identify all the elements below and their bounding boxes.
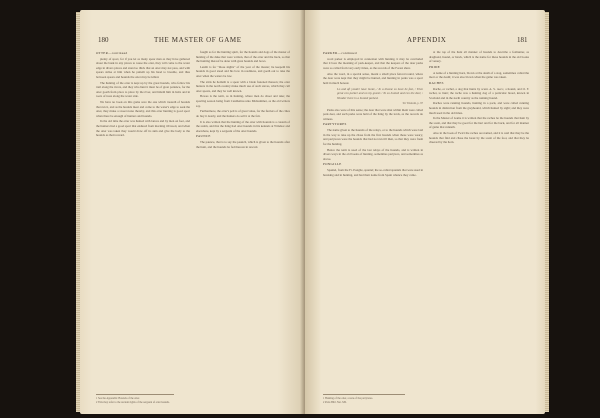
footnote: 2 Paris Bibl. Nat. MS.	[323, 401, 347, 405]
footnote: 1 See the Appendix: Hounds of the otter.	[96, 396, 140, 400]
right-page	[305, 10, 545, 414]
footnote-rule	[323, 394, 405, 395]
paragraph: Parks also were of this sense; the deer that were shut within them were called park deer, and such parks were held of the King by the lords, as the records do witness.	[323, 107, 423, 121]
footnotes	[323, 392, 529, 406]
left-page	[80, 10, 305, 414]
paragraph: A name of a hunting horn, blown at the death of a stag, sometimes called the mort or the death; it was also blown when the game was taken.	[429, 70, 529, 80]
paragraph: The paunce, that is to say the paunch, which is given to the hounds after the hunt, and the hounds be fed thereon in reward.	[196, 140, 290, 149]
running-head: APPENDIX	[407, 36, 447, 44]
paragraph: Hence the term is used of the last relays of the hounds, and is written in divers ways in the old books of hunting, sometimes partytors, and sometimes as above.	[323, 147, 423, 161]
paragraph: Spaniel, from the Fr. Pongile, spaniel; the so-called spaniels that were used in hawking and in hunting, and had their name from Spain whence they came.	[323, 168, 423, 177]
running-head: THE MASTER OF GAME	[154, 36, 242, 44]
paragraph: Lendit is for "those nights" of the year of the master; he keepeth his hounds in good stead and his bow in readiness, and goeth out to take the otter when the waters be low.	[196, 64, 290, 78]
text-column-left	[96, 50, 190, 390]
section-heading: PARTYTORES	[323, 122, 347, 127]
page-number: 180	[98, 36, 109, 44]
paragraph: We have no book on this game save the one which treateth of hounds that run it, and as the hounds meet and come to the water's edge to seek the otter, they make a sweet noise thereby, and this otter hunting is good sport when there be enough of hunters and hounds.	[96, 100, 190, 118]
citation: Sir Tristrem, p. 97	[402, 101, 423, 105]
footnote: 2 This may refer to the ancient rights of the sergeant of otter hounds.	[96, 401, 170, 405]
right-page-edges	[545, 12, 549, 412]
paragraph: The hunting of the otter is kept up by the great hounds, who follow his trail along the rivers, and they who hunt it must be of great patience, for the otter goeth from place to place by the river, and hideth him in holts and in roots of trees along the water side.	[96, 80, 190, 99]
footnote-rule	[96, 394, 174, 395]
section-heading: PRIDE	[429, 64, 441, 69]
footnotes	[96, 392, 290, 406]
paragraph: word parker is employed in connexion with hunting, it may be concluded that it bore the meaning of park-keeper, and that the keepers of the deer parks were so called from very early times, as the records of the Forest shew.	[323, 56, 423, 70]
paragraph: at the top of the hunt all manner of hounds to describe a foxhunter, as draghond, hound, or hawk, which is the name for these hounds in the old books of venery.	[429, 50, 529, 64]
paragraph: Raches were running hounds, hunting in a pack, and were called running hounds in distinction from the greyhound, which hunted by sight; and they were much used in the old times.	[429, 101, 529, 115]
paragraph: The stick he holdeth is a spear with a blade fastened thereon; the otter hunters in the north country make much use of such staves, which they call otter spears, and they be well known.	[196, 79, 290, 93]
page-number: 181	[517, 36, 528, 44]
verse-quote: Lo and aft yonder lawe hunte, / In a theane so have be fast, / Then great con parker and on my guests / To so hunted and run the deer, / Wooder there in a bunted parked.	[337, 86, 423, 100]
section-heading: PAUNCE	[196, 134, 211, 139]
footnote: 1 Hunting of the otter, a note of the partytores.	[323, 396, 373, 400]
paragraph: Also the word, in a special sense, meant a small place fenced round, where the deer were kept that they might be hunted, and hunting in parks was a sport held in much honour.	[323, 71, 423, 85]
paragraph: Also in the book of Twici the raches are named, and it is said that they be the hounds that find and chase the beast by the scent of the foot, and that they be cheered by the horn.	[429, 131, 529, 145]
paragraph: plenty of sport, for if you let as many spear men as they have gathered about the bank in any places to rouse the otter, they will come to the water edge in divers places and stand so thick that an otter may not pass, and with spears strike at him when he putteth up his head to breathe, and thus between spears and hounds the otter may be killed.	[96, 56, 190, 79]
paragraph: Rache, or rachel, a dog that hunts by scent. A. S. raecc, a hound, and O. F. racher, to hunt; the rache was a hunting dog of a particular breed, known in Scotland and in the north country as the running hound.	[429, 86, 529, 100]
paragraph: Bowes is the term, as in hunting, where men do shoot and take; the sporting season being from Candlemas unto Midsummer, as the old writers say.	[196, 94, 290, 108]
text-column-left	[323, 50, 423, 390]
text-column-right	[196, 50, 290, 390]
paragraph: In the Master of Game it is written that the raches be the hounds that hunt by the scent, and that they be good for the hart and for the buck, and for all manner of game that runneth.	[429, 116, 529, 130]
section-heading: RACHES	[429, 80, 444, 85]
paragraph: fought as for the hunting spirit, for the hounds and dogs of the master of hunting of the duke that were written, that of the otter and the buck, so that the hunting thereof be done with great hounds and bows.	[196, 50, 290, 64]
section-heading: PARKER—continued	[323, 51, 357, 55]
paragraph: In the old time the otter was hunted with lances and by men on foot, and the hunters had a good sport that endured from morning till noon; and when the otter was taken they would draw off its skin and give the body to the hounds as their reward.	[96, 119, 190, 138]
paragraph: The name given to the hounds of the relays, or to the hounds which were laid in the way to take up the chase from the first hounds when these were weary; and partytores were the hounds that had not run till then, so that they were fresh for the hunting.	[323, 128, 423, 146]
paragraph: It is also written that the hunting of the otter with hounds is a custom of the realm, and that the King had otter hounds in his kennels at Windsor and elsewhere, kept by a sergeant of the otter hounds.	[196, 119, 290, 133]
section-heading: OTTER—continued	[96, 51, 128, 55]
section-heading: PONGILLE	[323, 162, 342, 167]
text-column-right	[429, 50, 529, 390]
paragraph: Furthermore, the otter's pelt is of great value, for the furriers of the cities do buy it dearly, and the hunters do sell it at the fair.	[196, 109, 290, 118]
